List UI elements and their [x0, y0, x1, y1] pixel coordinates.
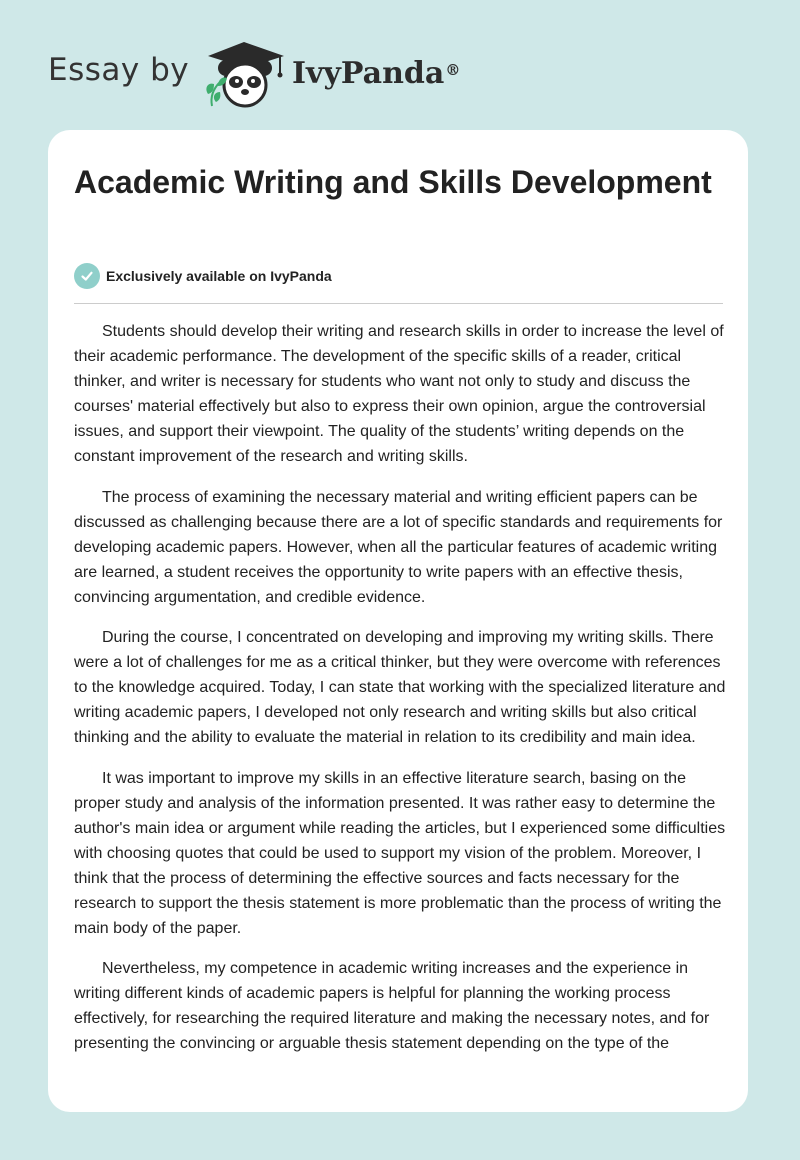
essay-by-label: Essay by — [48, 52, 190, 88]
essay-card — [48, 130, 748, 1112]
site-header — [0, 0, 800, 130]
paragraph: Students should develop their writing and research skills in order to increase the level of their academic performance. The development of the specific skills of a reader, critical thinker, and writer is necessary for students who want not only to study and discuss the courses' material effectively but also to express their own opinion, argue the controversial issues, and support their viewpoint. The quality of the students’ writing depends on the constant improvement of the research and writing skills. — [74, 323, 724, 466]
brand-text: IvyPanda — [292, 56, 445, 91]
brand-name — [292, 54, 460, 94]
paragraph: The process of examining the necessary material and writing efficient papers can be discussed as challenging because there are a lot of specific standards and requirements for developing academic papers. However, when all the particular features of academic writing are learned, a student receives the opportunity to write papers with an effective thesis, convincing argumentation, and credible evidence. — [74, 488, 723, 606]
page-title: Academic Writing and Skills Development — [74, 164, 712, 200]
paragraph: Nevertheless, my competence in academic writing increases and the experience in writing different kinds of academic papers is helpful for planning the working process effectively, for researching the required literature and making the necessary notes, and for presenting the convincing or arguable thesis statement depending on the type of the — [74, 960, 710, 1053]
exclusive-badge — [74, 263, 332, 289]
check-icon — [74, 263, 100, 289]
badge-label: Exclusively available on IvyPanda — [106, 268, 332, 284]
paragraph: During the course, I concentrated on developing and improving my writing skills. There were a lot of challenges for me as a critical thinker, but they were overcome with references to the knowledge acquired. Today, I can state that working with the specialized literature and writing academic papers, I developed not only research and writing skills but also critical thinking and the ability to evaluate the material in relation to its credibility and main idea. — [74, 629, 726, 747]
essay-body — [74, 319, 726, 1072]
divider — [74, 303, 723, 304]
paragraph: It was important to improve my skills in an effective literature search, basing on the proper study and analysis of the information presented. It was rather easy to determine the author's main idea or argument while reading the articles, but I experienced some difficulties with choosing quotes that could be used to support my vision of the problem. Moreover, I think that the process of determining the effective sources and facts necessary for the research to support the thesis statement is more problematic than the process of writing the main body of the paper. — [74, 769, 726, 938]
ivypanda-logo-icon[interactable] — [200, 36, 288, 108]
registered-mark: ® — [445, 61, 461, 79]
